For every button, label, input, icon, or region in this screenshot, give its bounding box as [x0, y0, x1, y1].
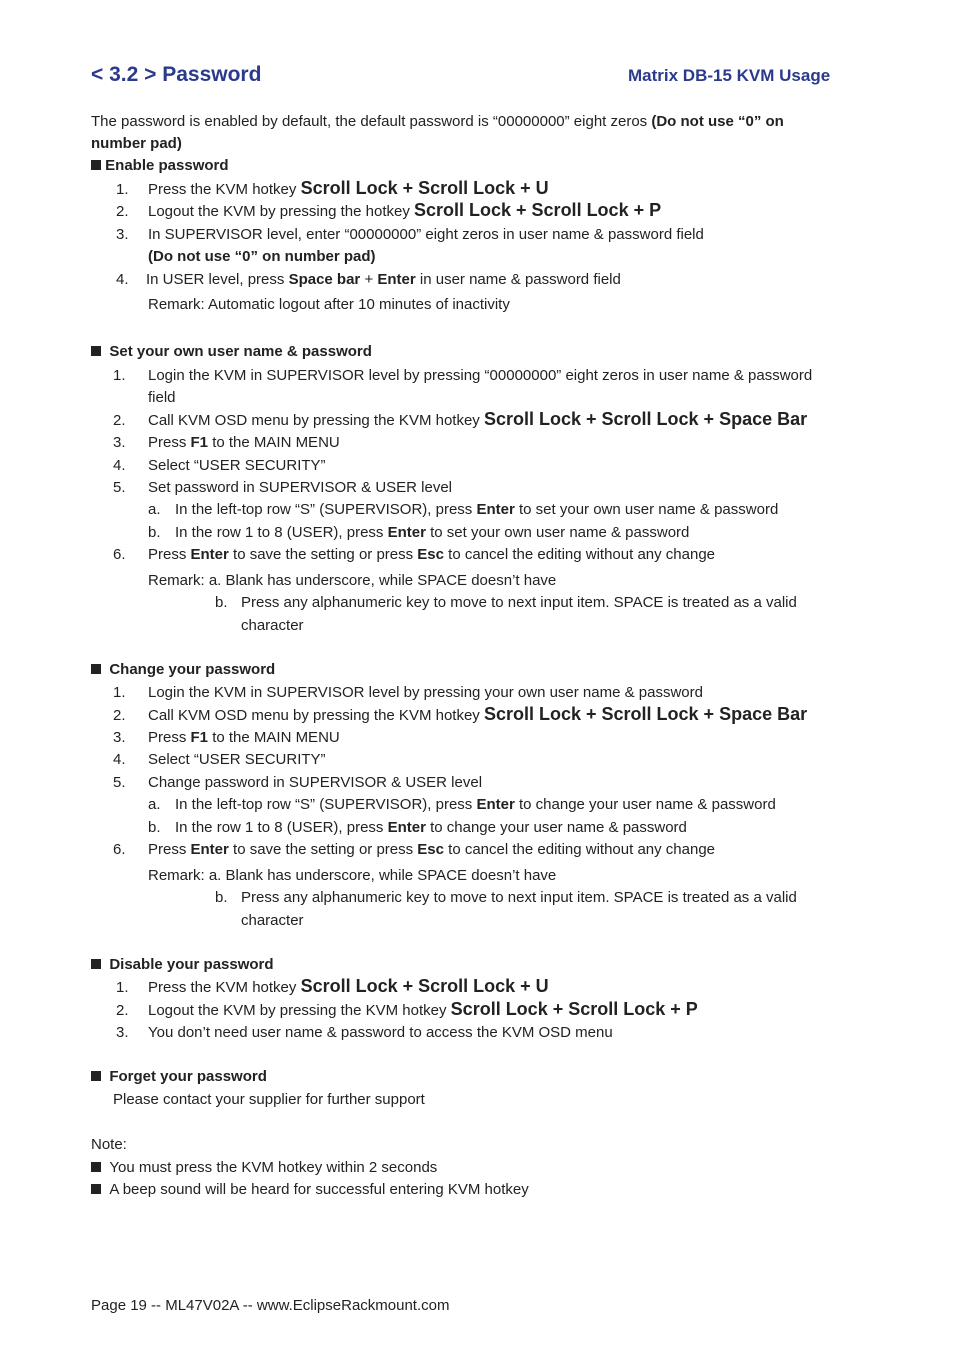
square-bullet-icon: [91, 160, 101, 170]
setown-remark-b-line2: character: [241, 617, 304, 634]
step-text: In USER level, press: [146, 271, 289, 288]
change-remark-b-line2: character: [241, 912, 304, 929]
change-step-2-number: 2.: [113, 707, 126, 724]
enable-step-2: [116, 203, 129, 221]
note-label: Note:: [91, 1136, 127, 1153]
disable-step-2-body: [148, 1000, 698, 1020]
key-enter: Enter: [387, 819, 426, 836]
key-enter: Enter: [476, 796, 515, 813]
disable-step-1-body: [148, 977, 549, 997]
note-item-text: A beep sound will be heard for successful entering KVM hotkey: [109, 1181, 529, 1198]
change-step-5-number: 5.: [113, 774, 126, 791]
enable-step-4-body: [146, 271, 621, 289]
change-step-2-body: [148, 705, 807, 725]
setown-step-1-line1: Login the KVM in SUPERVISOR level by pressing “00000000” eight zeros in user name & password: [148, 367, 813, 384]
setown-step-1-line2: field: [148, 389, 176, 406]
key-enter: Enter: [190, 546, 229, 563]
change-step-1-number: 1.: [113, 684, 126, 701]
square-bullet-icon: [91, 959, 101, 969]
note-item: [91, 1159, 437, 1177]
section-header: Matrix DB-15 KVM Usage: [628, 66, 831, 85]
enable-heading-text: Enable password: [105, 157, 229, 174]
step-text: In the left-top row “S” (SUPERVISOR), press: [175, 501, 477, 518]
setown-remark-b-line1: Press any alphanumeric key to move to next input item. SPACE is treated as a valid: [241, 594, 797, 611]
setown-step-3-body: [148, 434, 340, 452]
change-remark-b-line1: Press any alphanumeric key to move to next input item. SPACE is treated as a valid: [241, 889, 797, 906]
step-text: to save the setting or press: [228, 841, 418, 858]
step-number: 1.: [116, 181, 129, 198]
step-text: In the row 1 to 8 (USER), press: [175, 819, 388, 836]
change-step-6-number: 6.: [113, 841, 126, 858]
setown-step-6-number: 6.: [113, 546, 126, 563]
step-text: In the row 1 to 8 (USER), press: [175, 524, 388, 541]
setown-step-4-number: 4.: [113, 457, 126, 474]
enable-step-3-bold: (Do not use “0” on number pad): [148, 248, 376, 265]
change-step-5a-number: a.: [148, 796, 161, 813]
enable-step-2-body: [148, 201, 661, 221]
setown-step-3-number: 3.: [113, 434, 126, 451]
setown-remark-b-number: b.: [215, 594, 228, 611]
step-text: Press: [148, 546, 191, 563]
step-text: to save the setting or press: [228, 546, 418, 563]
step-text: Call KVM OSD menu by pressing the KVM hotkey: [148, 707, 484, 724]
change-step-3-number: 3.: [113, 729, 126, 746]
step-text: Logout the KVM by pressing the KVM hotkey: [148, 1002, 451, 1019]
step-text: Call KVM OSD menu by pressing the KVM hotkey: [148, 412, 484, 429]
note-item-text: You must press the KVM hotkey within 2 seconds: [109, 1159, 438, 1176]
change-step-1-text: Login the KVM in SUPERVISOR level by pressing your own user name & password: [148, 684, 703, 701]
disable-step-3-text: You don’t need user name & password to access the KVM OSD menu: [148, 1024, 613, 1041]
key-enter: Enter: [476, 501, 515, 518]
page-title: < 3.2 > Password: [91, 63, 262, 86]
change-remark-b-number: b.: [215, 889, 228, 906]
disable-heading: [91, 956, 274, 974]
change-step-3-body: [148, 729, 340, 747]
change-heading: [91, 661, 275, 679]
square-bullet-icon: [91, 346, 101, 356]
step-text: to the MAIN MENU: [208, 434, 340, 451]
hotkey-text: Scroll Lock + Scroll Lock + P: [450, 999, 698, 1019]
key-esc: Esc: [417, 841, 444, 858]
enable-heading: [91, 157, 229, 175]
setown-step-5-text: Set password in SUPERVISOR & USER level: [148, 479, 453, 496]
enable-step-3-number: 3.: [116, 226, 129, 243]
disable-step-2-number: 2.: [116, 1002, 129, 1019]
setown-step-5a-number: a.: [148, 501, 161, 518]
enable-step-1-body: [148, 179, 549, 199]
step-text: to cancel the editing without any change: [444, 841, 716, 858]
change-step-5-text: Change password in SUPERVISOR & USER level: [148, 774, 483, 791]
intro-bold: (Do not use “0” on: [651, 113, 784, 130]
intro-text: The password is enabled by default, the default password is “00000000” eight zeros: [91, 113, 652, 130]
step-text: Press the KVM hotkey: [148, 979, 301, 996]
key-enter: Enter: [377, 271, 416, 288]
intro-line-1: [91, 113, 784, 131]
change-remark-a: Remark: a. Blank has underscore, while SPACE doesn’t have: [148, 867, 557, 884]
step-text: In the left-top row “S” (SUPERVISOR), press: [175, 796, 477, 813]
forget-heading-text: Forget your password: [109, 1068, 267, 1085]
step-text: to change your user name & password: [425, 819, 687, 836]
disable-step-3-number: 3.: [116, 1024, 129, 1041]
setown-step-5b-number: b.: [148, 524, 161, 541]
intro-line-2: [91, 135, 182, 153]
setown-heading: [91, 343, 372, 361]
change-step-5a-body: [175, 796, 776, 814]
square-bullet-icon: [91, 664, 101, 674]
change-step-4-text: Select “USER SECURITY”: [148, 751, 326, 768]
key-space-bar: Space bar: [288, 271, 361, 288]
step-text: to set your own user name & password: [425, 524, 690, 541]
step-text: to the MAIN MENU: [208, 729, 340, 746]
square-bullet-icon: [91, 1071, 101, 1081]
step-text: Logout the KVM by pressing the hotkey: [148, 203, 414, 220]
hotkey-text: Scroll Lock + Scroll Lock + Space Bar: [483, 409, 808, 429]
change-step-5b-body: [175, 819, 687, 837]
enable-step-3-text: In SUPERVISOR level, enter “00000000” eight zeros in user name & password field: [148, 226, 704, 243]
change-step-6-body: [148, 841, 715, 859]
change-step-5b-number: b.: [148, 819, 161, 836]
setown-step-2-number: 2.: [113, 412, 126, 429]
step-text: to change your user name & password: [514, 796, 776, 813]
change-step-4-number: 4.: [113, 751, 126, 768]
step-text: Press: [148, 434, 191, 451]
disable-heading-text: Disable your password: [109, 956, 274, 973]
note-item: [91, 1181, 529, 1199]
setown-heading-text: Set your own user name & password: [109, 343, 372, 360]
enable-step-1: [116, 181, 129, 199]
step-text: to cancel the editing without any change: [444, 546, 716, 563]
setown-step-2-body: [148, 410, 807, 430]
setown-step-5-number: 5.: [113, 479, 126, 496]
forget-text: Please contact your supplier for further support: [113, 1091, 425, 1108]
step-number: 2.: [116, 203, 129, 220]
step-text: Press: [148, 729, 191, 746]
change-heading-text: Change your password: [109, 661, 276, 678]
setown-step-5a-body: [175, 501, 778, 519]
setown-remark-a: Remark: a. Blank has underscore, while SPACE doesn’t have: [148, 572, 557, 589]
square-bullet-icon: [91, 1162, 101, 1172]
intro-bold-2: number pad): [91, 135, 182, 152]
enable-remark: Remark: Automatic logout after 10 minutes of inactivity: [148, 296, 510, 313]
hotkey-text: Scroll Lock + Scroll Lock + U: [300, 178, 549, 198]
step-text: in user name & password field: [415, 271, 621, 288]
enable-step-4-number: 4.: [116, 271, 129, 288]
page-footer: Page 19 -- ML47V02A -- www.EclipseRackmount.com: [91, 1297, 450, 1314]
hotkey-text: Scroll Lock + Scroll Lock + Space Bar: [483, 704, 808, 724]
setown-step-6-body: [148, 546, 715, 564]
key-enter: Enter: [190, 841, 229, 858]
step-text: Press the KVM hotkey: [148, 181, 301, 198]
key-f1: F1: [190, 434, 209, 451]
step-text: Press: [148, 841, 191, 858]
square-bullet-icon: [91, 1184, 101, 1194]
key-enter: Enter: [387, 524, 426, 541]
hotkey-text: Scroll Lock + Scroll Lock + U: [300, 976, 549, 996]
key-f1: F1: [190, 729, 209, 746]
hotkey-text: Scroll Lock + Scroll Lock + P: [414, 200, 662, 220]
setown-step-4-text: Select “USER SECURITY”: [148, 457, 326, 474]
disable-step-1-number: 1.: [116, 979, 129, 996]
step-text: to set your own user name & password: [514, 501, 779, 518]
setown-step-1-number: 1.: [113, 367, 126, 384]
forget-heading: [91, 1068, 267, 1086]
plus-text: +: [360, 271, 378, 288]
setown-step-5b-body: [175, 524, 689, 542]
key-esc: Esc: [417, 546, 444, 563]
